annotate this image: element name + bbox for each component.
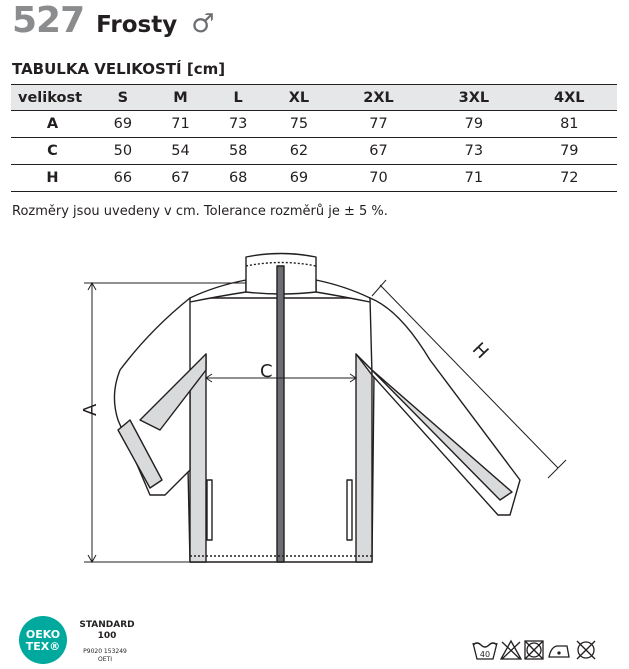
table-cell: 79 (426, 111, 521, 138)
zipper (277, 266, 284, 562)
oekotex-standard (78, 620, 136, 642)
table-cell: 50 (94, 138, 152, 165)
no-bleach-icon (501, 641, 521, 659)
oekotex-logo-line2: TEX® (25, 640, 61, 653)
jacket-diagram (0, 236, 629, 616)
size-header: L (209, 85, 267, 111)
table-cell: 71 (426, 165, 521, 192)
table-cell: 71 (152, 111, 210, 138)
table-cell: 67 (331, 138, 426, 165)
male-gender-icon: ♂ (191, 9, 215, 39)
table-row (11, 111, 617, 138)
table-cell: 69 (94, 111, 152, 138)
right-pocket (347, 480, 352, 540)
care-symbols (470, 637, 605, 663)
dimension-label-c: C (260, 361, 273, 382)
table-cell: 58 (209, 138, 267, 165)
size-header: M (152, 85, 210, 111)
no-dry-clean-icon (577, 641, 595, 659)
table-cell: 79 (522, 138, 617, 165)
oekotex-standard-number: 100 (97, 631, 117, 641)
table-row (11, 138, 617, 165)
oekotex-certificate (74, 648, 136, 664)
tolerance-note: Rozměry jsou uvedeny v cm. Tolerance rozměrů je ± 5 %. (12, 204, 388, 219)
size-header: 3XL (426, 85, 521, 111)
iron-low-icon (549, 646, 569, 657)
table-cell: 67 (152, 165, 210, 192)
table-cell: 70 (331, 165, 426, 192)
row-label: C (11, 138, 94, 165)
table-cell: 73 (209, 111, 267, 138)
oekotex-standard-label: STANDARD (79, 620, 135, 630)
oekotex-logo (18, 615, 72, 665)
table-row (11, 165, 617, 192)
size-table-header-row (11, 85, 617, 111)
size-header: 2XL (331, 85, 426, 111)
table-cell: 81 (522, 111, 617, 138)
wash-temperature: 40 (479, 650, 491, 659)
right-side-panel (356, 354, 372, 562)
table-cell: 69 (267, 165, 331, 192)
row-label: A (11, 111, 94, 138)
oekotex-institute: OETI (98, 656, 112, 663)
table-cell: 73 (426, 138, 521, 165)
size-table-title: TABULKA VELIKOSTÍ [cm] (12, 60, 226, 78)
table-cell: 62 (267, 138, 331, 165)
table-cell: 66 (94, 165, 152, 192)
oekotex-cert-number: P9020 153249 (83, 648, 127, 655)
size-header: XL (267, 85, 331, 111)
left-pocket (207, 480, 212, 540)
size-header: 4XL (522, 85, 617, 111)
size-column-header: velikost (11, 85, 94, 111)
table-cell: 77 (331, 111, 426, 138)
oekotex-logo-line1: OEKO (25, 628, 61, 641)
dimension-label-a: A (80, 403, 101, 416)
no-tumble-dry-icon (525, 641, 543, 659)
table-cell: 72 (522, 165, 617, 192)
size-header: S (94, 85, 152, 111)
table-cell: 68 (209, 165, 267, 192)
size-table (11, 84, 617, 192)
table-cell: 75 (267, 111, 331, 138)
product-name: Frosty (96, 12, 178, 38)
dimension-label-h: H (467, 338, 493, 364)
product-code: 527 (12, 0, 85, 41)
row-label: H (11, 165, 94, 192)
product-header (12, 0, 215, 44)
table-cell: 54 (152, 138, 210, 165)
